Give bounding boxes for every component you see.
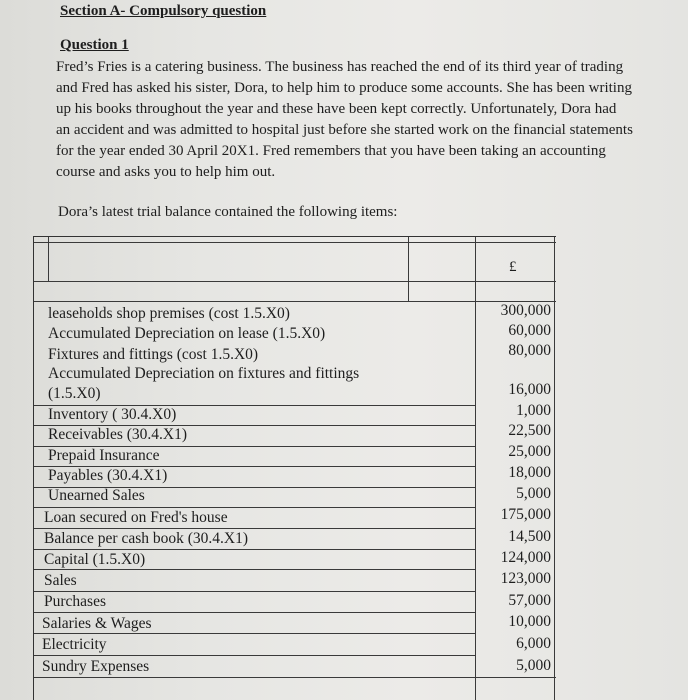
account-label: Accumulated Depreciation on lease (1.5.X0) <box>48 325 326 342</box>
account-label: Purchases <box>44 593 106 610</box>
paragraph-line: and Fred has asked his sister, Dora, to help him to produce some accounts. She has been writing <box>56 80 632 96</box>
account-amount: 57,000 <box>508 592 551 609</box>
account-label: Prepaid Insurance <box>48 447 160 464</box>
table-right-border <box>554 237 555 700</box>
account-label: Sales <box>44 572 77 589</box>
trial-balance-intro: Dora’s latest trial balance contained the following items: <box>58 204 398 220</box>
table-header-divider <box>408 237 409 301</box>
account-label: Capital (1.5.X0) <box>44 551 146 568</box>
account-amount: 80,000 <box>508 342 551 359</box>
account-label: Accumulated Depreciation on fixtures and fittings <box>48 365 360 382</box>
account-amount: 300,000 <box>500 302 551 319</box>
paragraph-line: for the year ended 30 April 20X1. Fred remembers that you have been taking an accounting <box>56 143 606 159</box>
account-amount: 60,000 <box>508 322 551 339</box>
table-column-divider <box>475 237 476 700</box>
account-amount: 5,000 <box>516 657 551 674</box>
paragraph-line: up his books throughout the year and these have been kept correctly. Unfortunately, Dora had <box>56 101 617 117</box>
account-amount: 10,000 <box>508 613 551 630</box>
account-amount: 16,000 <box>508 381 551 398</box>
question-paragraph <box>56 57 686 183</box>
account-label: Balance per cash book (30.4.X1) <box>44 530 249 547</box>
account-label: Inventory ( 30.4.X0) <box>48 406 177 423</box>
account-label: Receivables (30.4.X1) <box>48 426 188 443</box>
account-label: Fixtures and fittings (cost 1.5.X0) <box>48 346 259 363</box>
account-label: Salaries & Wages <box>42 615 152 632</box>
account-label: Electricity <box>42 636 107 653</box>
currency-header: £ <box>509 259 517 275</box>
row-divider <box>34 612 475 613</box>
table-header-line <box>34 301 556 302</box>
account-label: leaseholds shop premises (cost 1.5.X0) <box>48 305 290 322</box>
table-header-line <box>34 242 556 243</box>
question-title: Question 1 <box>60 37 129 53</box>
account-label: (1.5.X0) <box>48 385 101 402</box>
account-label: Payables (30.4.X1) <box>48 467 168 484</box>
paragraph-line: an accident and was admitted to hospital just before she started work on the financial statements <box>56 122 633 138</box>
account-label: Loan secured on Fred's house <box>44 509 228 526</box>
account-amount: 22,500 <box>508 422 551 439</box>
account-amount: 6,000 <box>516 635 551 652</box>
table-inner-left-border <box>48 237 49 281</box>
table-header-line <box>34 281 556 282</box>
account-amount: 124,000 <box>500 549 551 566</box>
paragraph-line: course and asks you to help him out. <box>56 164 276 180</box>
row-divider <box>34 677 556 678</box>
account-amount: 5,000 <box>516 485 551 502</box>
paragraph-line: Fred’s Fries is a catering business. The business has reached the end of its third year of trading <box>56 59 624 75</box>
account-amount: 123,000 <box>500 570 551 587</box>
account-amount: 25,000 <box>508 443 551 460</box>
account-label: Unearned Sales <box>48 487 145 504</box>
section-title: Section A- Compulsory question <box>60 3 267 19</box>
account-amount: 18,000 <box>508 464 551 481</box>
account-amount: 175,000 <box>500 506 551 523</box>
account-label: Sundry Expenses <box>42 658 150 675</box>
trial-balance-table <box>33 236 556 700</box>
account-amount: 14,500 <box>508 528 551 545</box>
row-divider <box>34 655 475 656</box>
account-amount: 1,000 <box>516 402 551 419</box>
